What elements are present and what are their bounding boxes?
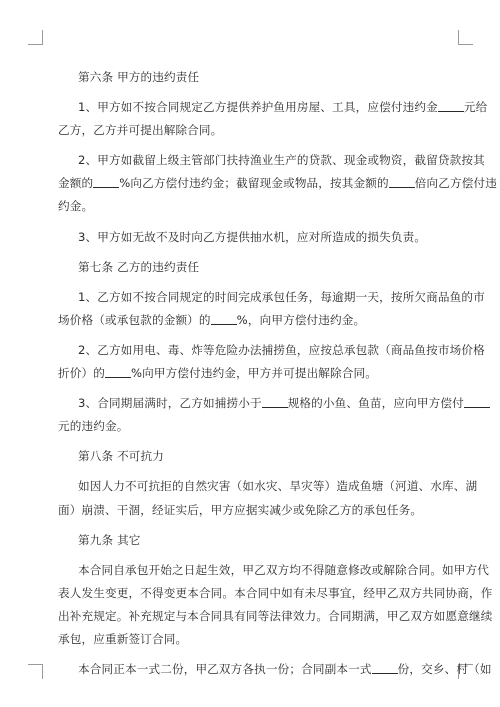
article-8-para-1-line-2: 面）崩溃、干涸，经证实后，甲方应据实减少或免除乙方的承包任务。	[58, 502, 423, 517]
text-segment: 3、合同期届满时，乙方如捕捞小于	[78, 396, 262, 411]
blank-field[interactable]	[464, 395, 490, 408]
text-segment: %向乙方偿付违约金；截留现金或物品，按其金额的	[119, 176, 389, 191]
article-6-para-3-line-1: 3、甲方如无故不及时向乙方提供抽水机，应对所造成的损失负责。	[78, 229, 427, 244]
article-7-para-2-line-2	[58, 362, 442, 385]
article-8-para-1-line-1: 如因人力不可抗拒的自然灾害（如水灾、旱灾等）造成鱼塘（河道、水库、湖	[78, 479, 478, 494]
article-6-para-2-line-1: 2、甲方如截留上级主管部门扶持渔业生产的贷款、现金或物资，截留贷款按其	[78, 153, 485, 168]
article-6-para-2-line-3: 约金。	[58, 199, 94, 214]
text-segment: %，向甲方偿付违约金。	[236, 312, 366, 327]
article-8-title: 第八条 不可抗力	[78, 449, 165, 464]
article-7-para-3-line-1	[58, 392, 464, 415]
text-segment: 倍向乙方偿付违	[414, 176, 497, 191]
article-6-para-2-line-2	[58, 172, 497, 195]
text-segment: 金额的	[58, 176, 94, 191]
article-9-para-2-line-1	[58, 658, 492, 681]
article-6-para-1-line-1	[58, 96, 488, 119]
crop-mark-top-right	[458, 30, 473, 45]
text-segment: 场价格（或承包款的金额）的	[58, 312, 211, 327]
text-segment: 元给	[463, 100, 488, 115]
text-segment: 份，交乡、村（如	[397, 662, 492, 677]
article-9-title: 第九条 其它	[78, 532, 141, 547]
text-segment: 本合同正本一式二份，甲乙双方各执一份；合同副本一式	[78, 662, 372, 677]
text-segment: 规格的小鱼、鱼苗，应向甲方偿付	[287, 396, 464, 411]
article-9-para-1-line-2: 表人发生变更，不得变更本合同。本合同中如有未尽事宜，经甲乙双方共同协商，作	[58, 585, 493, 600]
article-7-title: 第七条 乙方的违约责任	[78, 259, 200, 274]
article-9-para-1-line-3: 出补充规定。补充规定与本合同具有同等法律效力。合同期满，甲乙双方如愿意继续	[58, 608, 493, 623]
blank-field[interactable]	[262, 395, 288, 408]
blank-field[interactable]	[211, 312, 237, 325]
article-7-para-2-line-1: 2、乙方如用电、毒、炸等危险办法捕捞鱼，应按总承包款（商品鱼按市场价格	[78, 342, 485, 357]
blank-field[interactable]	[105, 365, 131, 378]
blank-field[interactable]	[389, 175, 415, 188]
article-9-para-1-line-4: 承包，应重新签订合同。	[58, 631, 188, 646]
article-6-para-1-line-2: 乙方，乙方并可提出解除合同。	[58, 123, 223, 138]
text-segment: %向甲方偿付违约金，甲方并可提出解除合同。	[130, 366, 378, 381]
blank-field[interactable]	[438, 99, 464, 112]
article-6-title: 第六条 甲方的违约责任	[78, 70, 200, 84]
text-segment: 折价）的	[58, 366, 105, 381]
article-9-para-1-line-1: 本合同自承包开始之日起生效，甲乙双方均不得随意修改或解除合同。如甲方代	[78, 562, 490, 577]
crop-mark-top-left	[28, 30, 43, 45]
article-7-para-1-line-2	[58, 309, 442, 332]
blank-field[interactable]	[372, 661, 398, 674]
text-segment: 1、甲方如不按合同规定乙方提供养护鱼用房屋、工具，应偿付违约金	[78, 100, 438, 115]
document-body	[58, 66, 497, 681]
article-7-para-1-line-1: 1、乙方如不按合同规定的时间完成承包任务，每逾期一天，按所欠商品鱼的市	[78, 289, 485, 304]
article-7-para-3-line-2: 元的违约金。	[58, 419, 129, 434]
crop-mark-bottom-left	[28, 664, 43, 679]
blank-field[interactable]	[93, 175, 119, 188]
